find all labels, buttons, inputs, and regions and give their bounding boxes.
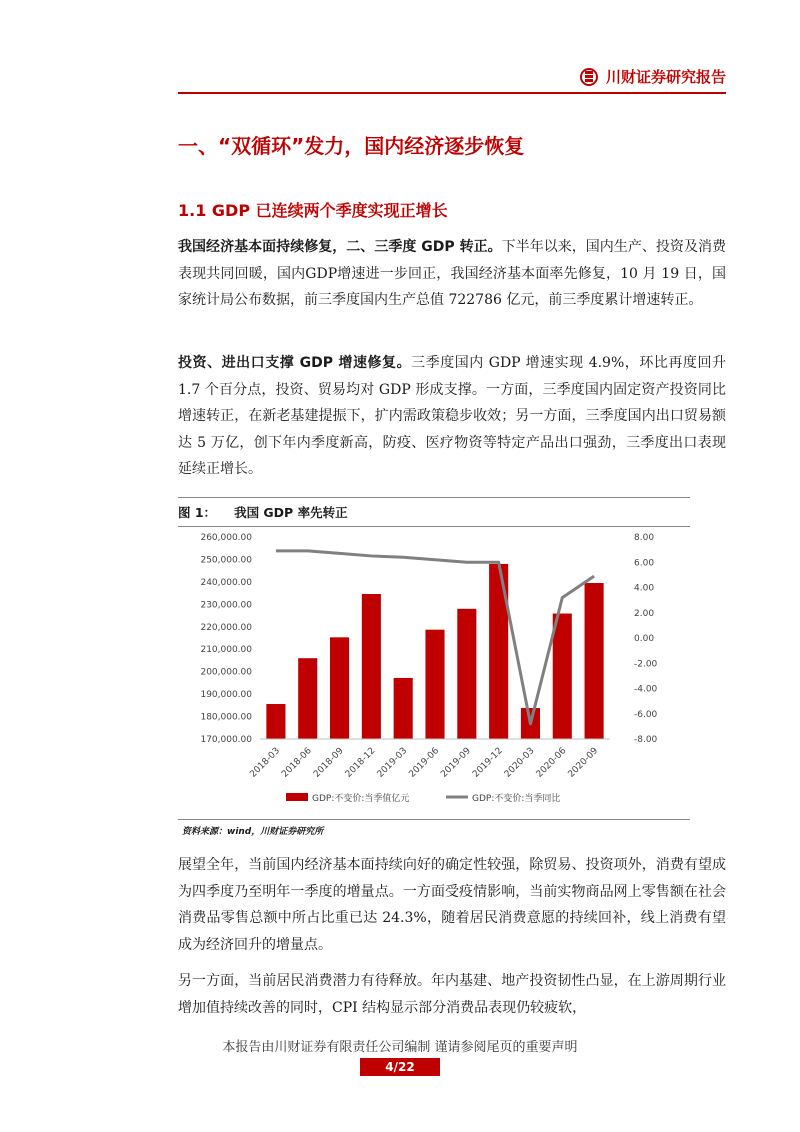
x-axis-tick-label: 2018-12 (343, 746, 378, 780)
paragraph-investment-trade (178, 350, 726, 483)
figure-label: 图 1： (178, 505, 217, 520)
brand-header (580, 66, 726, 87)
x-axis-tick-label: 2019-03 (375, 746, 410, 780)
subsection-title: 1.1 GDP 已连续两个季度实现正增长 (178, 201, 448, 220)
x-axis-tick-label: 2018-03 (248, 746, 283, 780)
paragraph-body: 下半年以来，国内生产、投资及消费表现共同回暖，国内GDP增速进一步回正，我国经济基本面率先修复，10 月 19 日，国家统计局公布数据，前三季度国内生产总值 722786 亿元，前三季度累计增速转正。 (178, 239, 726, 308)
left-axis-tick-label: 260,000.00 (200, 533, 252, 543)
x-axis-tick-label: 2019-06 (407, 746, 442, 780)
right-axis-tick-label: 6.00 (634, 558, 655, 569)
x-axis-tick-label: 2019-12 (471, 746, 505, 780)
brand-logo-icon (580, 68, 598, 86)
gdp-bar (394, 678, 413, 739)
paragraph-body: 三季度国内 GDP 增速实现 4.9%，环比再度回升 1.7 个百分点，投资、贸易均对 GDP 形成支撑。一方面，三季度国内固定资产投资同比增速转正，在新老基建提振下，扩内需政策稳步收效；另一方面，三季度国内出口贸易额达 5 万亿，创下年内季度新高，防疫、医疗物资等特定产品出口强劲，三季度出口表现延续正增长。 (178, 355, 726, 477)
paragraph-lead: 投资、进出口支撑 GDP 增速修复。 (178, 355, 412, 371)
paragraph-lead: 我国经济基本面持续修复，二、三季度 GDP 转正。 (178, 239, 502, 255)
figure-title-rule (178, 526, 690, 527)
paragraph-gdp-recovery (178, 234, 726, 314)
paragraph-outlook (178, 852, 726, 958)
left-axis-tick-label: 240,000.00 (200, 577, 252, 588)
brand-name: 川财证券研究报告 (605, 68, 726, 86)
x-axis-tick-label: 2018-06 (280, 746, 314, 780)
x-axis-tick-label: 2020-06 (534, 746, 569, 780)
right-axis-tick-label: 8.00 (634, 533, 655, 543)
legend-line-label: GDP:不变价:当季同比 (472, 794, 561, 804)
gdp-bar (425, 630, 444, 739)
left-axis-tick-label: 200,000.00 (200, 667, 252, 678)
legend-bar-label: GDP:不变价:当季值亿元 (312, 794, 410, 804)
x-axis-tick-label: 2018-09 (312, 746, 346, 780)
right-axis-tick-label: 0.00 (634, 634, 655, 644)
left-axis-tick-label: 170,000.00 (200, 735, 252, 745)
right-axis-tick-label: -6.00 (634, 709, 658, 720)
right-axis-tick-label: 2.00 (634, 608, 655, 619)
footer-statement: 本报告由川财证券有限责任公司编制 谨请参阅尾页的重要声明 (222, 1040, 578, 1055)
right-axis-tick-label: -8.00 (634, 735, 658, 745)
gdp-bar (330, 637, 349, 739)
left-axis-tick-label: 220,000.00 (200, 622, 252, 633)
left-axis-tick-label: 230,000.00 (200, 600, 252, 611)
paragraph-body: 展望全年，当前国内经济基本面持续向好的确定性较强，除贸易、投资项外，消费有望成为四季度乃至明年一季度的增量点。一方面受疫情影响，当前实物商品网上零售额在社会消费品零售总额中所占比重已达 24.3%，随着居民消费意愿的持续回补，线上消费有望成为经济回升的增量点。 (178, 857, 726, 953)
gdp-bar (298, 658, 317, 739)
gdp-bar (362, 594, 381, 739)
page-number: 4/22 (360, 1058, 440, 1076)
gdp-bar (266, 704, 285, 739)
paragraph-body: 另一方面，当前居民消费潜力有待释放。年内基建、地产投资韧性凸显，在上游周期行业增加值持续改善的同时，CPI 结构显示部分消费品表现仍较疲软， (178, 973, 726, 1016)
x-axis-tick-label: 2020-03 (502, 746, 537, 780)
legend-bar-swatch (286, 793, 308, 801)
figure-title: 我国 GDP 率先转正 (234, 505, 348, 520)
gdp-bar (553, 614, 572, 739)
paragraph-consumption (178, 968, 726, 1021)
gdp-bar (585, 583, 604, 739)
x-axis-tick-label: 2020-09 (566, 746, 601, 780)
figure-caption (178, 503, 348, 521)
figure-bottom-rule (178, 819, 690, 820)
section-title: 一、“双循环”发力，国内经济逐步恢复 (178, 134, 525, 158)
left-axis-tick-label: 210,000.00 (200, 645, 252, 656)
right-axis-tick-label: -2.00 (634, 659, 658, 670)
figure-top-rule (178, 497, 690, 498)
right-axis-tick-label: 4.00 (634, 583, 655, 594)
gdp-bar (457, 609, 476, 739)
left-axis-tick-label: 250,000.00 (200, 555, 252, 566)
right-axis-tick-label: -4.00 (634, 684, 658, 695)
left-axis-tick-label: 180,000.00 (200, 712, 252, 723)
gdp-chart (178, 528, 690, 818)
figure-source: 资料来源：wind，川财证券研究所 (182, 827, 324, 837)
left-axis-tick-label: 190,000.00 (200, 690, 252, 701)
x-axis-tick-label: 2019-09 (439, 746, 473, 780)
header-rule (178, 92, 726, 94)
